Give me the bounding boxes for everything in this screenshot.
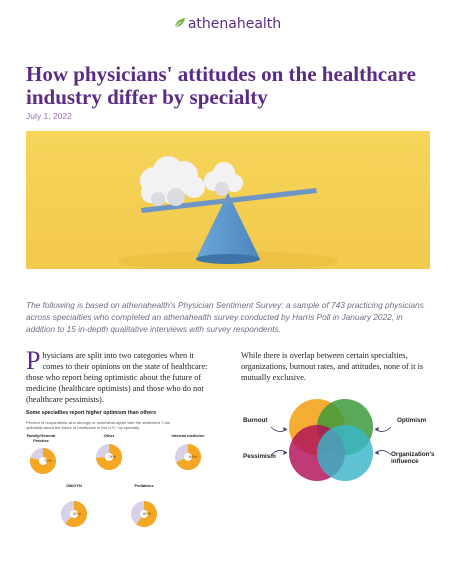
venn-label-burnout: Burnout bbox=[243, 417, 268, 424]
pie-label-pediatrics: Pediatrics bbox=[134, 483, 154, 488]
intro-paragraph: The following is based on athenahealth's Physician Sentiment Survey: a sample of 743 practicing physicians across specialties who completed an athenahealth survey conducted by Harris Poll in January 2022, in addition to 15 in-depth qualitative interviews with survey respondents. bbox=[26, 300, 424, 334]
right-paragraph: While there is overlap between certain specialties, organizations, burnout rates, and attitudes, none of it is mutually exclusive. bbox=[241, 351, 424, 382]
page-title: How physicians' attitudes on the healthcare industry differ by specialty bbox=[26, 62, 416, 109]
pie-label-obgyn: OB/GYN bbox=[66, 483, 82, 488]
publish-date: July 1, 2022 bbox=[26, 111, 72, 121]
pie-label-other: Other bbox=[103, 433, 115, 438]
left-paragraph: hysicians are split into two categories when it comes to their opinions on the state of healthcare: those who report being optimistic about the future of medicine (healthcare optimists) and those who do not (healthcare pessimists). bbox=[26, 351, 208, 404]
specialty-optimism-chart bbox=[26, 410, 212, 550]
pie-value-internal: 68% bbox=[189, 454, 198, 459]
venn-label-optimism: Optimism bbox=[397, 417, 427, 424]
pie-value-other: 74% bbox=[108, 454, 117, 459]
venn-circle-influence bbox=[317, 425, 373, 481]
pie-label-family: Family/General Practice bbox=[26, 433, 56, 443]
pie-internal bbox=[174, 443, 202, 471]
chart-subtitle: Percent of respondents who strongly or somewhat agree with the statement "I am optimistic about the future of healthcare in the U.S." by specialty bbox=[26, 420, 171, 430]
venn-diagram bbox=[241, 393, 433, 503]
brand-name: athenahealth bbox=[187, 16, 282, 32]
pie-label-internal: Internal medicine bbox=[171, 433, 205, 438]
pie-family bbox=[29, 447, 57, 475]
left-column bbox=[26, 346, 212, 405]
right-column bbox=[241, 350, 433, 383]
hero-image bbox=[26, 131, 430, 269]
brand-logo[interactable] bbox=[0, 16, 455, 33]
leaf-icon bbox=[174, 17, 186, 33]
venn-label-influence: Organization's influence bbox=[391, 451, 435, 465]
chart-title: Some specialties report higher optimism than others bbox=[26, 410, 157, 416]
pie-value-pediatrics: 60% bbox=[143, 511, 152, 516]
drop-cap: P bbox=[26, 346, 41, 375]
venn-label-pessimism: Pessimism bbox=[243, 453, 276, 460]
pie-value-family: 79% bbox=[44, 458, 53, 463]
pie-value-obgyn: 62% bbox=[73, 511, 82, 516]
